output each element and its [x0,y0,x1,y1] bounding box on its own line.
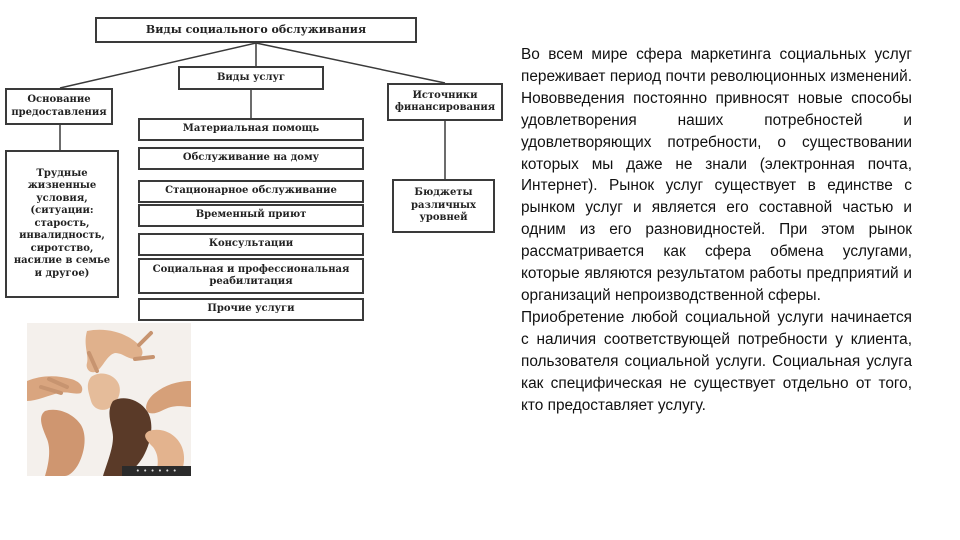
service-box-home-care: Обслуживание на дому [138,147,364,170]
body-paragraph-2: Приобретение любой социальной услуги начинается с наличия соответствующей потребности у клиента, пользователя социальной услуги. Социальная услуга как специфическая не существует отдельно от того, кто предоставляет услугу. [521,308,912,414]
service-box-other: Прочие услуги [138,298,364,321]
body-paragraph-1: Во всем мире сфера маркетинга социальных услуг переживает период почти революционных изменений. Нововведения постоянно привносят новые способы удовлетворения наших потребностей и удовлетворяющих потребности, о существовании которых мы даже не знали (электронная почта, Интернет). Рынок услуг существует в единстве с рынком услуг и является его составной частью и одним из его разновидностей. При этом рынок рассматривается как сфера обмена услугами, которые являются результатом работы предприятий и организаций непроизводственной сферы. [521,46,912,304]
service-box-consultations: Консультации [138,233,364,256]
services-header-box: Виды услуг [178,66,324,90]
hands-reaching-icon [27,323,191,476]
service-box-material-aid: Материальная помощь [138,118,364,141]
service-box-rehabilitation: Социальная и профессиональная реабилитация [138,258,364,294]
basis-list-box: Трудные жизненные условия, (ситуации: старость, инвалидность, сиротство, насилие в семье и другое) [5,150,119,298]
photo-watermark: • • • • • • [122,466,191,476]
body-text [521,44,912,416]
service-box-inpatient: Стационарное обслуживание [138,180,364,203]
funding-item-box: Бюджеты различных уровней [392,179,495,233]
diagram-title-box: Виды социального обслуживания [95,17,417,43]
funding-header-box: Источники финансирования [387,83,503,121]
service-box-temporary-shelter: Временный приют [138,204,364,227]
hands-photo [27,323,191,476]
basis-header-box: Основание предоставления [5,88,113,125]
